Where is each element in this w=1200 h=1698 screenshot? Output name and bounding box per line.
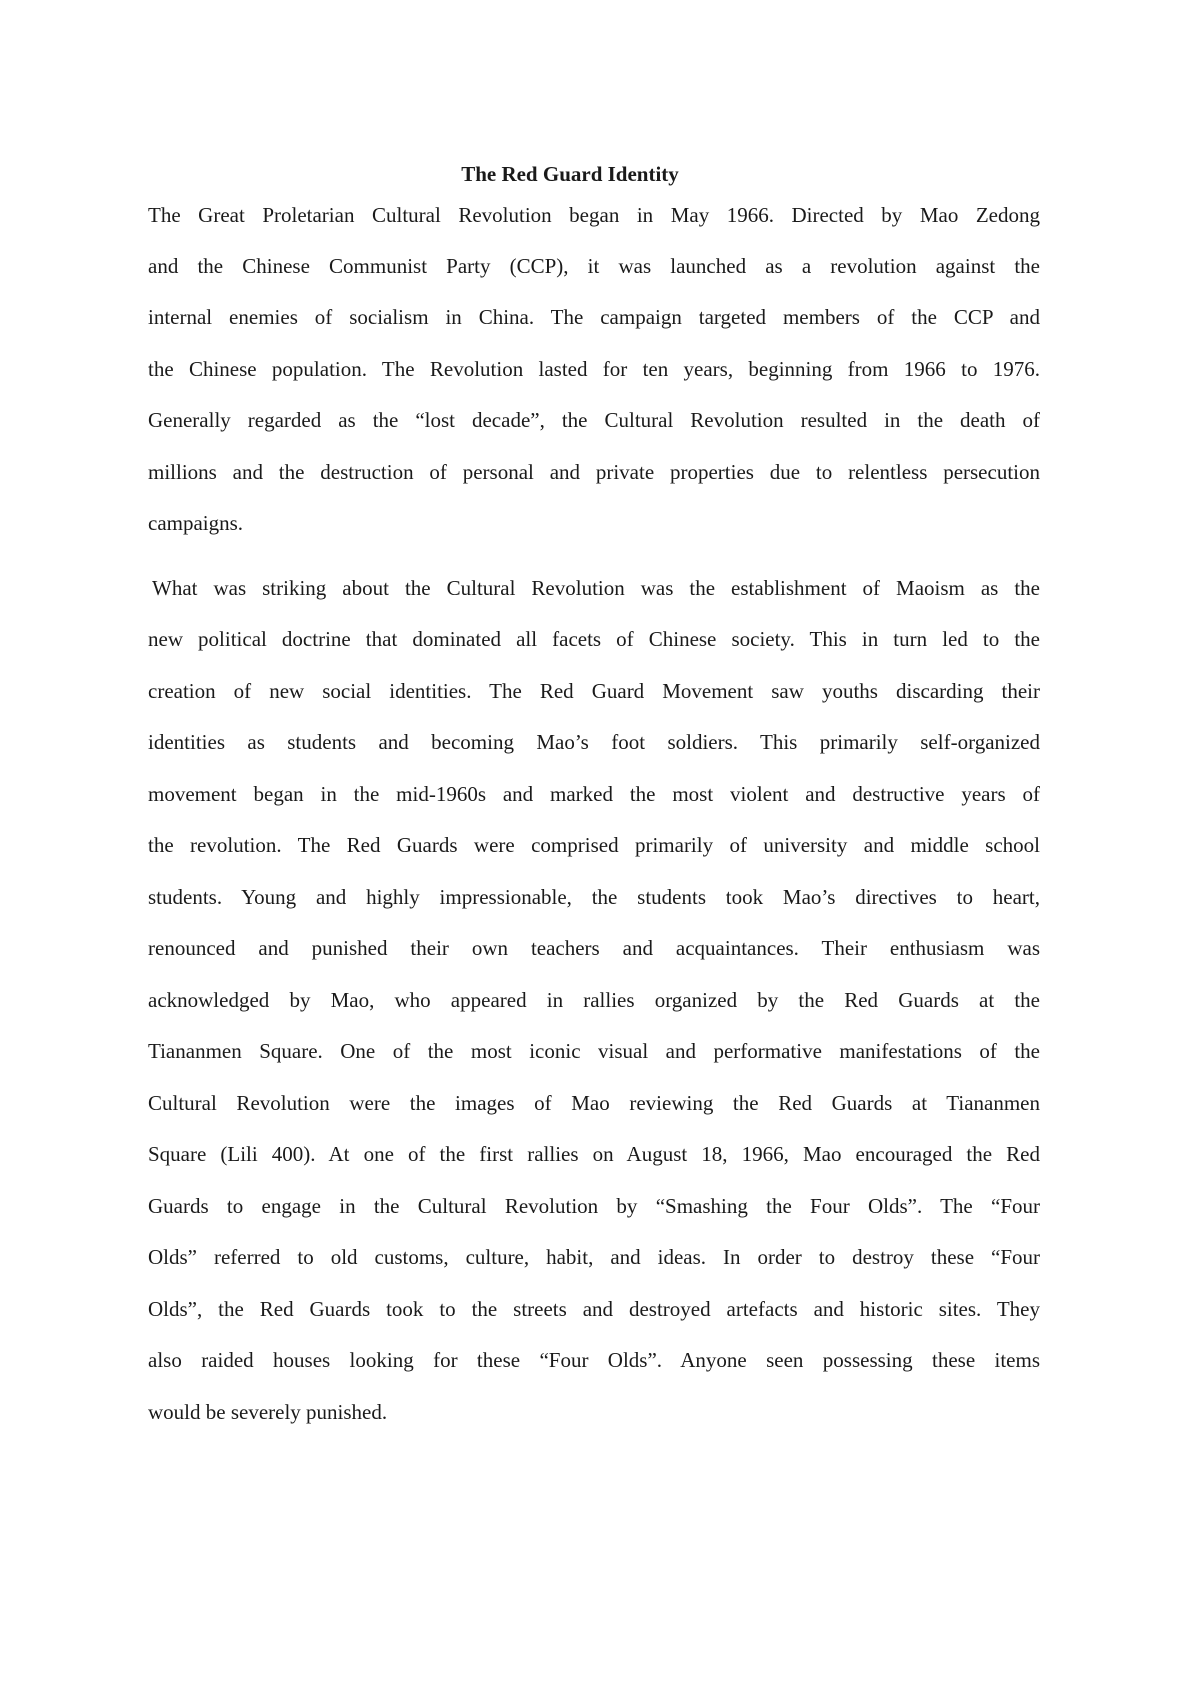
paragraph-1-line-7: campaigns.: [148, 511, 244, 535]
paragraph-2-line-15: Olds”, the Red Guards took to the streets and destroyed artefacts and historic sites. They: [148, 1297, 1040, 1321]
paragraph-2-line-3: creation of new social identities. The Red Guard Movement saw youths discarding their: [148, 679, 1040, 703]
paragraph-2-line-7: students. Young and highly impressionable, the students took Mao’s directives to heart,: [148, 885, 1040, 909]
paragraph-2-line-9: acknowledged by Mao, who appeared in rallies organized by the Red Guards at the: [148, 988, 1040, 1012]
paragraph-1-line-3: internal enemies of socialism in China. The campaign targeted members of the CCP and: [148, 305, 1040, 329]
paragraph-1-line-6: millions and the destruction of personal and private properties due to relentless persecution: [148, 460, 1040, 484]
paragraph-2-line-11: Cultural Revolution were the images of Mao reviewing the Red Guards at Tiananmen: [148, 1091, 1040, 1115]
paragraph-2-line-2: new political doctrine that dominated all facets of Chinese society. This in turn led to the: [148, 627, 1040, 651]
paragraph-2-line-10: Tiananmen Square. One of the most iconic visual and performative manifestations of the: [148, 1039, 1040, 1063]
paragraph-1-line-2: and the Chinese Communist Party (CCP), it was launched as a revolution against the: [148, 254, 1040, 278]
paragraph-1-line-1: The Great Proletarian Cultural Revolution began in May 1966. Directed by Mao Zedong: [148, 203, 1040, 227]
paragraph-2-line-14: Olds” referred to old customs, culture, habit, and ideas. In order to destroy these “Four: [148, 1245, 1040, 1269]
paragraph-2-line-13: Guards to engage in the Cultural Revolution by “Smashing the Four Olds”. The “Four: [148, 1194, 1040, 1218]
document-title: The Red Guard Identity: [461, 162, 679, 186]
paragraph-2-line-1: What was striking about the Cultural Revolution was the establishment of Maoism as the: [152, 576, 1040, 600]
paragraph-2-line-16: also raided houses looking for these “Four Olds”. Anyone seen possessing these items: [148, 1348, 1040, 1372]
paragraph-2-line-17: would be severely punished.: [148, 1400, 388, 1424]
paragraph-1-line-5: Generally regarded as the “lost decade”, the Cultural Revolution resulted in the death of: [148, 408, 1040, 432]
paragraph-2-line-4: identities as students and becoming Mao’s foot soldiers. This primarily self-organized: [148, 730, 1040, 754]
paragraph-2-line-5: movement began in the mid-1960s and marked the most violent and destructive years of: [148, 782, 1040, 806]
paragraph-2-line-12: Square (Lili 400). At one of the first rallies on August 18, 1966, Mao encouraged the Red: [148, 1142, 1040, 1166]
paragraph-1-line-4: the Chinese population. The Revolution lasted for ten years, beginning from 1966 to 1976.: [148, 357, 1040, 381]
paragraph-2-line-6: the revolution. The Red Guards were comprised primarily of university and middle school: [148, 833, 1040, 857]
paragraph-2-line-8: renounced and punished their own teachers and acquaintances. Their enthusiasm was: [148, 936, 1040, 960]
